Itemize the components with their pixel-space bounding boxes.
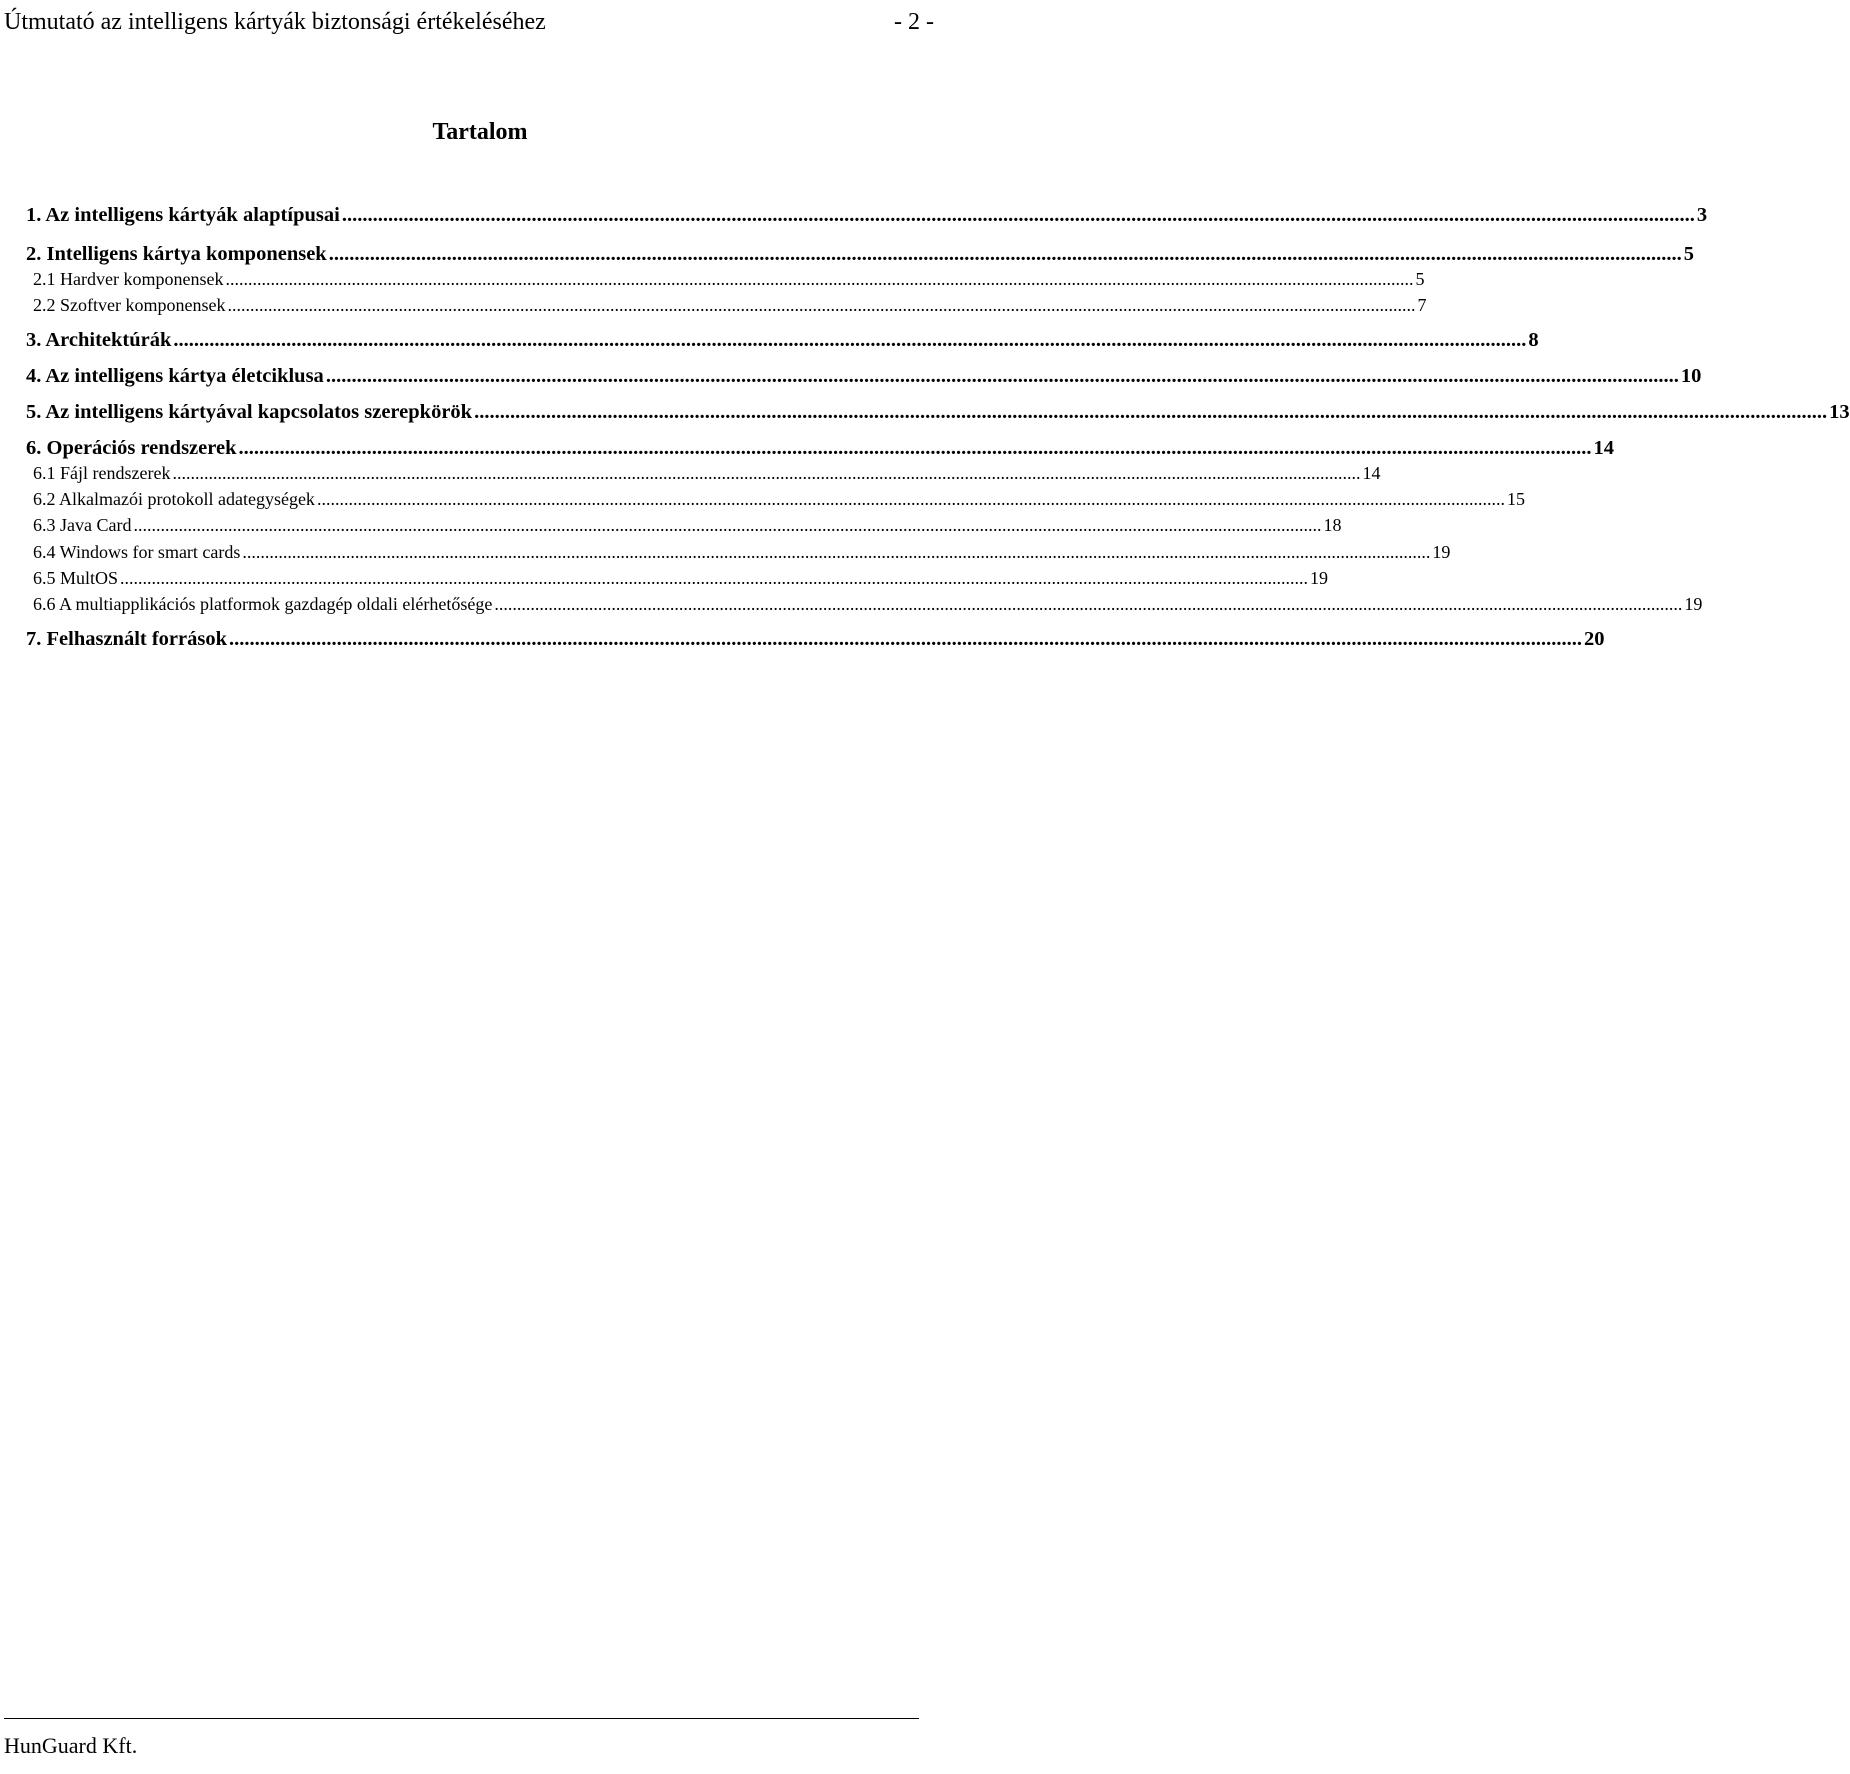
toc-leader [242,540,1430,564]
toc-entry-label: 2.1 Hardver komponensek [33,269,224,289]
toc-leader [474,398,1827,426]
toc-entry-page: 15 [1506,489,1525,509]
toc-entry-page: 18 [1323,515,1342,535]
toc-heading: Tartalom [432,119,528,145]
toc-entry[interactable] [33,540,1451,564]
toc-entry[interactable] [33,487,1525,511]
toc-entry[interactable] [33,461,1381,485]
toc-entry[interactable] [26,434,1614,462]
toc-entry-page: 10 [1680,365,1702,387]
toc-leader [494,592,1682,616]
toc-leader [317,487,1505,511]
toc-leader [133,513,1321,537]
toc-entry-label: 6.4 Windows for smart cards [33,542,241,562]
toc-entry-page: 14 [1362,463,1381,483]
document-title: Útmutató az intelligens kártyák biztonsági értékeléséhez [4,9,546,35]
toc-entry-label: 3. Architektúrák [26,329,172,351]
toc-entry-page: 8 [1528,329,1539,351]
toc-entry-page: 19 [1432,542,1451,562]
toc-entry-page: 20 [1584,628,1605,650]
toc-entry[interactable] [26,201,1708,229]
toc-entry-label: 4. Az intelligens kártya életciklusa [26,365,324,387]
toc-entry[interactable] [26,362,1702,390]
toc-entry-label: 6.5 MultOS [33,568,119,588]
toc-leader [173,326,1526,354]
footer-divider [4,1718,919,1719]
toc-entry-label: 7. Felhasznált források [26,628,227,650]
toc-leader [227,293,1415,317]
toc-entry-page: 13 [1829,401,1850,423]
toc-entry-label: 6.1 Fájl rendszerek [33,463,171,483]
toc-entry-page: 19 [1310,568,1329,588]
toc-entry-page: 19 [1684,594,1703,614]
toc-leader [229,625,1582,653]
toc-entry-label: 6. Operációs rendszerek [26,437,237,459]
toc-entry[interactable] [33,513,1342,537]
toc-entry[interactable] [26,240,1694,268]
toc-entry-page: 7 [1417,295,1427,315]
toc-entry-page: 14 [1593,437,1614,459]
toc-entry[interactable] [26,326,1539,354]
toc-entry-label: 6.2 Alkalmazói protokoll adategységek [33,489,315,509]
toc-entry[interactable] [33,293,1427,317]
toc-leader [225,267,1413,291]
table-of-contents [26,0,1850,800]
toc-entry[interactable] [26,398,1850,426]
footer-company: HunGuard Kft. [4,1733,138,1758]
toc-entry-label: 2. Intelligens kártya komponensek [26,243,327,265]
toc-entry-page: 5 [1415,269,1425,289]
toc-entry-label: 6.3 Java Card [33,515,132,535]
toc-entry[interactable] [33,566,1329,590]
page-number: - 2 - [894,9,934,35]
toc-leader [120,566,1308,590]
toc-leader [329,240,1682,268]
toc-entry-label: 5. Az intelligens kártyával kapcsolatos szerepkörök [26,401,473,423]
toc-leader [326,362,1679,390]
toc-entry[interactable] [33,592,1703,616]
toc-entry-label: 1. Az intelligens kártyák alaptípusai [26,204,340,226]
toc-leader [172,461,1360,485]
toc-entry-label: 2.2 Szoftver komponensek [33,295,226,315]
toc-entry[interactable] [26,625,1605,653]
toc-entry[interactable] [33,267,1425,291]
toc-leader [238,434,1591,462]
toc-entry-label: 6.6 A multiapplikációs platformok gazdagép oldali elérhetősége [33,594,493,614]
toc-entry-page: 5 [1683,243,1694,265]
toc-entry-page: 3 [1696,204,1708,226]
toc-leader [342,201,1695,229]
